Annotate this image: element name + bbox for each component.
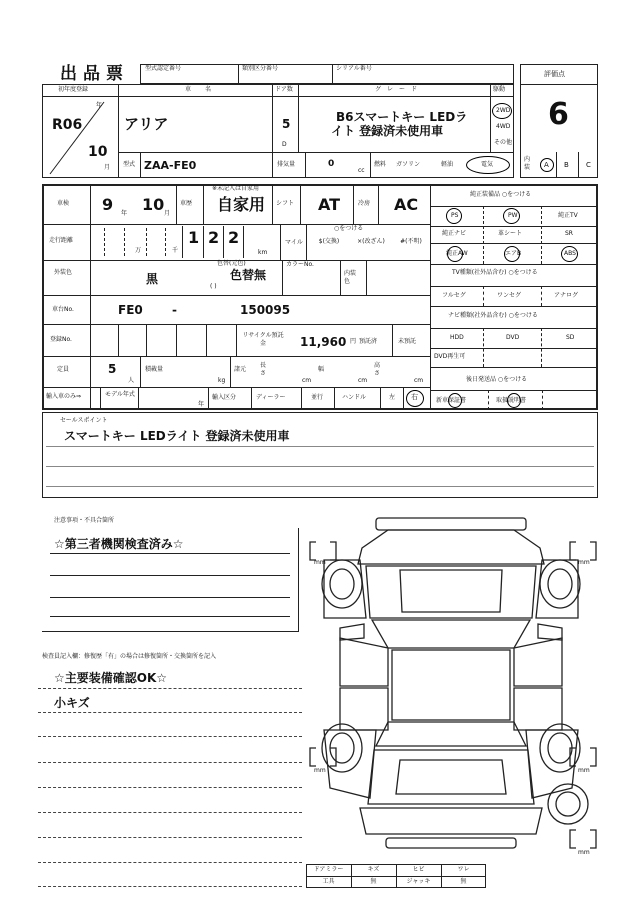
later-manual: 取扱説明書 [496,397,527,404]
history-note: ※未記入は自家用 [212,185,260,192]
equip-airbag-circle [504,246,520,262]
recycle-unit: 円 [350,338,357,345]
ac-label: 冷房 [358,200,371,207]
model-type-value: ZAA-FE0 [144,159,197,172]
navi-sd: SD [566,334,575,341]
equip-oem-aw: 純正AW [446,250,468,257]
shaken-year-unit: 年 [121,210,128,217]
left-handle: 左 [389,394,396,401]
color-change-label: 色替(元色) [217,260,246,267]
shift-label: シフト [276,200,295,207]
fuel-label: 燃料 [374,161,387,168]
interior-grade-c: C [586,161,591,169]
mile-label: マイル [285,239,303,246]
dealer-label: ディーラー [256,394,286,401]
fuel-electric: 電気 [481,161,494,168]
doors-value: 5 [282,117,291,131]
grade-line1: B6スマートキー LEDラ [336,110,468,124]
chassis-dash: - [172,303,177,317]
drive-4wd: 4WD [496,123,511,130]
equip-aw-circle [447,246,463,262]
mm-label-spare: mm [578,849,590,856]
recycle-label: リサイクル預託金 [242,332,284,347]
rating-value: 6 [548,97,569,132]
drive-label: 駆動 [493,86,506,93]
interior-color-label: 内装色 [344,270,357,285]
history-label: 車歴 [180,200,193,207]
damage-text: 小キズ [54,696,90,710]
caution-label: 注意事項・不具合箇所 [54,517,115,524]
ac-value: AC [394,195,419,214]
model-year-unit: 年 [198,401,205,408]
drive-other: その他 [494,139,513,146]
load-label: 積載量 [145,366,164,373]
later-manual-circle [507,393,521,408]
interior-label: 内装 [524,156,531,171]
fuel-gasoline: ガソリン [396,161,421,168]
recycle-not: 未預託 [398,338,417,345]
mileage-unit: km [258,249,268,256]
equip-pw-circle [503,208,520,224]
parallel-label: 並行 [311,394,324,401]
sales-point-label: セールスポイント [60,417,108,424]
dvd-playback: DVD再生可 [434,353,466,360]
equip-leather: 革シート [498,230,523,237]
mileage-digit-1: 1 [188,228,200,247]
tv-fullseg: フルセグ [442,292,466,299]
jack-value: 無 [460,878,467,885]
car-name-label: 車名 [185,86,226,93]
fuel-diesel: 軽油 [441,161,454,168]
grade-label: グレード [375,86,424,93]
color-change-paren: ( ) [210,283,217,290]
equip-pw: PW [508,212,518,219]
load-unit: kg [218,377,226,384]
mm-label-rear-left: mm [314,767,326,774]
damage-header-mirror: ドアミラー [313,866,344,873]
color-change-value: 色替無 [230,268,267,282]
height-cm: cm [414,377,424,384]
mileage-label: 走行距離 [49,237,74,244]
equip-ps: PS [451,212,459,219]
length-label: 長さ [260,362,267,377]
mm-label-rear-right: mm [578,767,590,774]
color-no-label: カラーNo. [286,261,314,268]
first-reg-month-label: 月 [104,164,111,171]
equip-oem-tv: 純正TV [558,212,578,219]
displacement-unit: cc [358,167,365,174]
shaken-month-unit: 月 [164,210,171,217]
tools-label: 工具 [322,878,335,885]
later-warranty-circle [448,393,462,408]
later-title: 後日発送品 ○をつける [466,376,528,383]
odo-unknown: #(不明) [400,238,422,245]
equip-airbag: エアB [505,250,522,257]
grade-line2: イト 登録済未使用車 [331,124,444,138]
odo-exchange: $(交換) [318,238,340,245]
odo-tampered: ×(改ざん) [357,238,385,245]
odo-note: ○をつける [334,225,364,232]
tv-title: TV種類(社外品含む) ○をつける [452,269,538,276]
drive-2wd: 2WD [496,107,511,114]
right-handle-circle [406,390,424,407]
first-reg-year-label: 年 [96,102,103,109]
first-reg-era: R06 [52,117,83,133]
recycle-deposited: 預託済 [359,338,378,345]
color-label: 外装色 [54,269,73,276]
sales-point-text: スマートキー LEDライト 登録済未使用車 [64,429,290,443]
fuel-electric-circle [466,156,510,174]
damage-header-scratch: キズ [367,866,380,873]
history-value: 自家用 [217,195,266,214]
width-label: 幅 [318,366,325,373]
tools-value: 無 [370,878,377,885]
capacity-label: 定員 [57,366,70,373]
equip-sr: SR [565,230,573,237]
chassis-label: 車台No. [52,306,74,313]
mileage-digit-2: 2 [208,228,220,247]
model-cert-label: 型式認定番号 [145,65,182,72]
mileage-sen: 千 [172,247,179,254]
caution-text: ☆第三者機関検査済み☆ [54,537,184,551]
recycle-value: 11,960 [300,335,347,349]
mm-label-front-right: mm [578,559,590,566]
handle-label: ハンドル [342,394,367,401]
import-label: 輸入車のみ⇒ [46,393,82,400]
interior-a-circle [540,158,554,172]
reg-no-label: 登録No. [50,336,72,343]
mileage-man: 万 [135,247,142,254]
shaken-month: 10 [142,195,165,214]
model-year-label: モデル年式 [105,391,135,398]
shift-value: AT [318,195,341,214]
header-id-row [140,64,514,84]
tv-analog: アナログ [554,292,579,299]
drive-2wd-circle [492,103,512,119]
interior-grade-b: B [564,161,569,169]
tv-oneseg: ワンセグ [497,292,522,299]
chassis-number: 150095 [240,303,291,317]
equip-abs: ABS [564,250,576,257]
car-damage-diagram [300,508,610,868]
serial-label: シリアル番号 [336,65,372,72]
damage-header-crack: ヒビ [412,866,425,873]
length-cm: cm [302,377,312,384]
car-name-value: アリア [124,115,169,133]
doors-label: ドア数 [275,86,293,93]
import-type-label: 輸入区分 [212,394,237,401]
capacity-value: 5 [108,362,117,376]
equip-oem-navi: 純正ナビ [442,230,467,237]
dims-label: 諸元 [234,366,247,373]
right-handle: 右 [411,393,418,401]
jack-label: ジャッキ [406,878,431,885]
shaken-label: 車検 [57,200,70,207]
mm-label-front-left: mm [314,559,326,566]
equip-abs-circle [561,246,578,262]
rating-label: 評価点 [544,70,565,78]
equip-ps-circle [446,208,462,224]
damage-header-break: ワレ [457,866,470,873]
navi-title: ナビ種類(社外品含む) ○をつける [448,312,538,319]
form-title: 出品票 [60,64,129,84]
shaken-year: 9 [102,195,114,214]
color-value: 黒 [146,272,159,286]
displacement-label: 排気量 [277,161,296,168]
category-label: 類別区分番号 [242,65,279,72]
first-reg-label: 初年度登録 [58,86,89,93]
displacement-value: 0 [328,159,335,169]
navi-dvd: DVD [506,334,520,341]
first-reg-month: 10 [88,144,108,160]
mileage-digit-3: 2 [228,228,240,247]
width-cm: cm [358,377,368,384]
interior-grade-a: A [544,161,549,169]
inspector-text: ☆主要装備確認OK☆ [54,671,168,685]
height-label: 高さ [374,362,381,377]
doors-unit: D [282,141,287,148]
navi-hdd: HDD [450,334,464,341]
chassis-prefix: FE0 [118,303,143,317]
oem-title: 純正装備品 ○をつける [470,191,532,198]
inspector-label: 検査員記入欄：修復歴「有」の場合は修復箇所・交換箇所を記入 [42,653,217,660]
model-type-label: 型式 [123,161,136,168]
capacity-unit: 人 [128,377,135,384]
later-warranty: 新車保証書 [436,397,467,404]
